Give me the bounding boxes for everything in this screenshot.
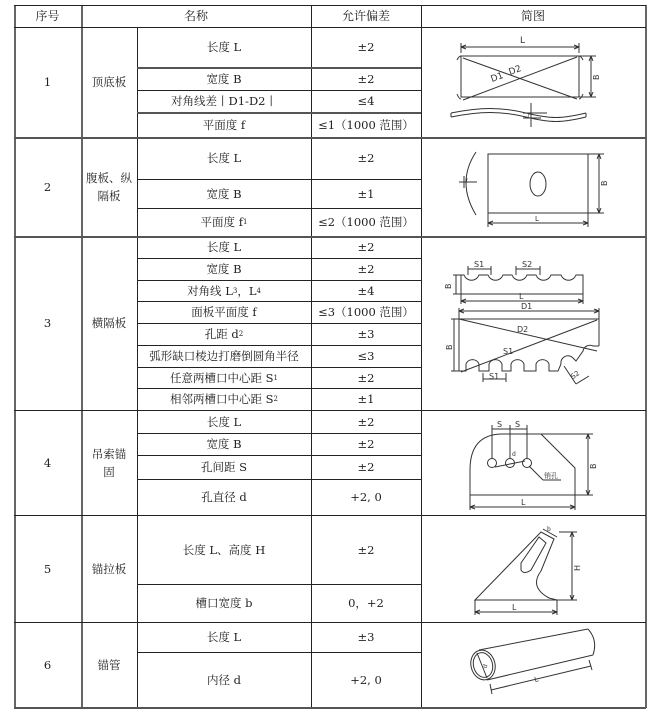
hanger-anchor-diagram-icon — [421, 410, 645, 515]
svg-text:d: d — [512, 451, 516, 458]
param-name: 长度 L — [206, 151, 242, 165]
param-name: 孔直径 d — [201, 490, 247, 504]
item-name: 顶底板 — [91, 75, 127, 89]
param-name: 宽度 B — [206, 262, 242, 276]
param-tolerance: ≤2（1000 范围） — [318, 215, 414, 229]
svg-text:S: S — [497, 420, 503, 429]
param-tolerance: ±1 — [357, 392, 375, 406]
svg-text:D1: D1 — [521, 302, 533, 311]
svg-text:f: f — [528, 113, 530, 119]
param-tolerance: ±2 — [357, 370, 375, 385]
header-diagram: 简图 — [520, 9, 545, 23]
subscript: 1 — [242, 218, 248, 226]
item-no: 6 — [43, 657, 52, 672]
param-name — [137, 367, 311, 388]
param-tolerance: ≤3（1000 范围） — [318, 305, 414, 319]
param-tolerance: ±3 — [357, 630, 375, 644]
param-tolerance: ±4 — [357, 283, 375, 298]
item-name: 锚管 — [97, 657, 121, 672]
param-tolerance: ±2 — [357, 262, 375, 276]
param-tolerance: ≤1（1000 范围） — [318, 117, 414, 132]
param-tolerance: ±2 — [357, 542, 375, 557]
param-name — [137, 388, 311, 410]
item-no: 4 — [43, 455, 52, 470]
param-name: 宽度 B — [206, 186, 242, 201]
subscript: 1 — [273, 373, 278, 382]
param-name: 长度 L — [206, 40, 242, 54]
item-no: 1 — [43, 75, 52, 89]
param-name: 内径 d — [206, 672, 242, 687]
param-name — [137, 280, 311, 301]
svg-text:D2: D2 — [517, 325, 529, 334]
param-tolerance: ±2 — [357, 151, 375, 165]
param-tolerance: ≤4 — [357, 94, 375, 108]
param-tolerance: ±2 — [357, 240, 375, 254]
svg-text:L: L — [512, 603, 517, 612]
item-name-line: 腹板、纵 — [86, 170, 132, 185]
svg-text:L: L — [520, 36, 526, 46]
svg-text:S1: S1 — [489, 372, 500, 381]
svg-text:H: H — [573, 564, 582, 571]
param-tolerance: ±2 — [357, 460, 375, 474]
svg-text:L: L — [533, 675, 540, 684]
item-name: 横隔板 — [91, 316, 127, 330]
param-text: ，L — [237, 283, 257, 298]
param-name: 长度 L、高度 H — [182, 542, 266, 557]
table-border-bottom — [14, 707, 646, 709]
header-tolerance: 允许偏差 — [341, 9, 390, 23]
item-no: 5 — [43, 561, 52, 576]
param-tolerance: 0，+2 — [348, 596, 384, 610]
svg-text:B: B — [600, 180, 609, 186]
svg-text:f: f — [466, 178, 468, 184]
param-tolerance: ±2 — [357, 437, 375, 451]
svg-text:B: B — [445, 344, 454, 350]
param-tolerance: ±2 — [357, 414, 375, 429]
anchor-plate-diagram-icon — [421, 515, 645, 622]
param-text: 相邻两槽口中心距 S — [169, 392, 274, 406]
param-tolerance: ±1 — [357, 186, 375, 201]
svg-text:S2: S2 — [569, 369, 582, 381]
item-name-line: 吊索锚 — [91, 446, 127, 461]
subscript: 4 — [256, 286, 261, 295]
svg-text:S1: S1 — [503, 347, 514, 356]
svg-text:S1: S1 — [474, 260, 485, 269]
param-name: 长度 L — [206, 240, 242, 254]
svg-text:B: B — [592, 74, 601, 80]
anchor-pipe-diagram-icon — [421, 622, 645, 707]
item-name-line: 隔板 — [97, 188, 121, 203]
param-tolerance: +2, 0 — [350, 490, 382, 504]
param-name: 槽口宽度 b — [195, 596, 253, 610]
svg-text:d: d — [481, 663, 490, 670]
svg-text:S: S — [515, 420, 521, 429]
param-name: 长度 L — [206, 630, 242, 644]
item-name — [81, 137, 137, 236]
param-name: 面板平面度 f — [191, 305, 257, 319]
svg-text:L: L — [519, 292, 524, 301]
svg-text:L: L — [521, 498, 526, 507]
param-text: 任意两槽口中心距 S — [169, 370, 274, 385]
tolerance-table — [14, 5, 646, 708]
item-name-line: 固 — [103, 464, 115, 479]
param-name: 对角线差丨D1-D2丨 — [171, 94, 277, 108]
param-name: 孔间距 S — [200, 460, 248, 474]
item-no: 3 — [43, 316, 52, 330]
item-name — [81, 410, 137, 515]
subscript: 2 — [273, 395, 278, 403]
item-name: 锚拉板 — [91, 561, 127, 576]
param-name: 平面度 f — [202, 117, 246, 132]
param-name: 宽度 B — [206, 71, 242, 86]
svg-text:B: B — [589, 463, 598, 469]
param-name — [137, 323, 311, 345]
param-name: 长度 L — [206, 414, 242, 429]
param-text: 平面度 f — [200, 215, 243, 229]
param-name: 弧形缺口棱边打磨倒圆角半径 — [149, 349, 299, 363]
svg-text:L: L — [535, 215, 539, 223]
param-name — [137, 208, 311, 236]
param-tolerance: ±3 — [357, 327, 375, 341]
svg-text:B: B — [444, 283, 453, 289]
item-no: 2 — [43, 179, 52, 194]
svg-text:销孔: 销孔 — [544, 472, 558, 480]
header-no: 序号 — [35, 9, 60, 23]
svg-text:D2: D2 — [507, 64, 523, 78]
param-text: 对角线 L — [187, 283, 233, 298]
param-tolerance: ≤3 — [357, 349, 375, 363]
svg-text:b: b — [547, 526, 551, 533]
param-tolerance: +2, 0 — [350, 672, 382, 687]
plate-diagonal-diagram-icon — [421, 27, 645, 137]
param-tolerance: ±2 — [357, 71, 375, 86]
svg-text:S2: S2 — [522, 260, 533, 269]
param-name: 宽度 B — [206, 437, 242, 451]
param-tolerance: ±2 — [357, 40, 375, 54]
param-text: 孔距 d — [204, 327, 239, 341]
subscript: 2 — [238, 330, 244, 338]
svg-text:D1: D1 — [489, 71, 505, 85]
web-plate-diagram-icon — [421, 137, 645, 236]
subscript: 3 — [232, 286, 238, 295]
header-name: 名称 — [183, 9, 208, 23]
table-border-right — [645, 5, 647, 708]
diaphragm-slots-diagram-icon — [421, 236, 645, 410]
